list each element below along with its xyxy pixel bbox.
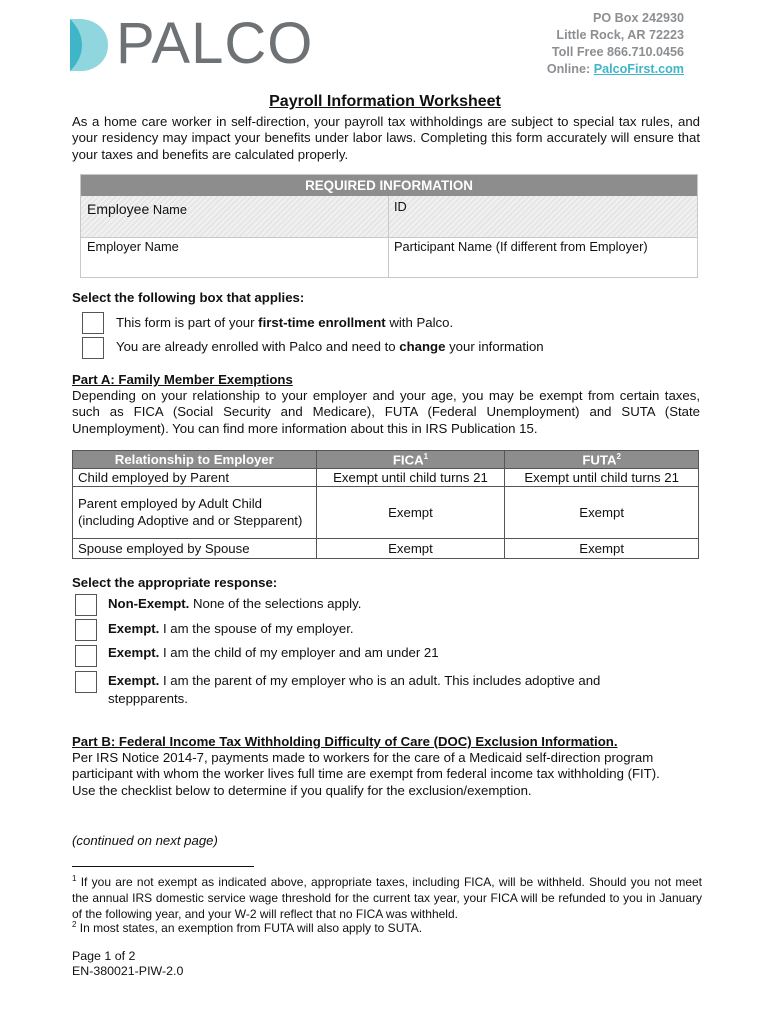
non-exempt-checkbox[interactable] [75,594,97,616]
exempt-spouse-label [108,621,354,636]
opt2-text-c: your information [445,339,544,354]
document-id: EN-380021-PIW-2.0 [72,964,184,978]
employee-label-a: Employee [87,201,150,217]
website-link[interactable]: PalcoFirst.com [593,62,684,76]
resp1-bold: Exempt. [108,621,160,636]
id-field[interactable]: ID [394,199,407,214]
part-a-text: Depending on your relationship to your employer and your age, you may be exempt from certain taxes, such as FICA (Social Security and Medicare), FUTA (Federal Unemployment) and SUTA (State Unemployment). You can find more information about this in IRS Publication 15. [72,388,700,436]
intro-text: As a home care worker in self-direction, your payroll tax withholdings are subject to special tax rules, and your residency may impact your benefits under labor laws. Completing this form accurately will ensure that your taxes and benefits are calculated properly. [72,114,700,162]
fica-footnote-mark: 1 [423,451,429,461]
select-box-heading: Select the following box that applies: [72,290,305,305]
resp3-text: I am the parent of my employer who is an adult. This includes adoptive and steppparents. [108,673,601,706]
opt2-text-b: change [399,339,446,354]
exempt-parent-checkbox[interactable] [75,671,97,693]
table-cell: Exempt [505,539,699,559]
table-cell: Exempt [316,487,505,539]
online-label: Online: [546,62,594,76]
futa-footnote-mark: 2 [616,451,621,461]
opt1-text-a: This form is part of your [116,315,259,330]
employer-name-field[interactable]: Employer Name [87,239,179,254]
first-time-enrollment-label [116,315,453,330]
footnote-1 [72,871,702,923]
first-time-enrollment-checkbox[interactable] [82,312,104,334]
table-cell: Exempt until child turns 21 [505,469,699,487]
table-header-row [73,451,699,469]
exempt-child-label [108,645,439,660]
response-heading: Select the appropriate response: [72,575,278,590]
address-line-2: Little Rock, AR 72223 [556,28,684,42]
address-online [547,61,684,78]
employee-label-b: Name [152,202,187,217]
table-cell: Exempt [316,539,505,559]
required-info-heading: REQUIRED INFORMATION [81,175,697,196]
footnote-2 [72,917,702,936]
resp3-bold: Exempt. [108,673,160,688]
footnote-1-text: If you are not exempt as indicated above, appropriate taxes, including FICA, will be withheld. Should you not meet the annual IRS domestic service wage threshold for the current tax year, your FICA will be refunded to you in January of the following year, and your W-2 will reflect that no FICA was withheld. [72,875,702,922]
company-address [547,10,684,78]
logo-text: PALCO [116,11,314,76]
header-fica [316,451,505,469]
resp0-bold: Non-Exempt. [108,596,190,611]
resp1-text: I am the spouse of my employer. [159,621,354,636]
address-line-1: PO Box 242930 [592,11,684,25]
table-cell: Child employed by Parent [73,469,317,487]
footnote-divider [72,866,254,867]
palco-logo-mark-icon [68,15,112,73]
change-information-label [116,339,544,354]
opt1-text-c: with Palco. [385,315,454,330]
page-title: Payroll Information Worksheet [269,93,501,110]
palco-logo [68,11,314,76]
header-fica-text: FICA [392,452,424,468]
required-information-box [80,174,698,278]
opt1-text-b: first-time enrollment [258,315,386,330]
header-futa [505,451,699,469]
table-row [73,487,699,539]
page-number: Page 1 of 2 [72,949,136,963]
address-line-3: Toll Free 866.710.0456 [551,45,684,59]
exempt-spouse-checkbox[interactable] [75,619,97,641]
required-divider [388,196,389,277]
header-relationship-text: Relationship to Employer [114,452,274,467]
continued-note: (continued on next page) [72,833,218,848]
participant-name-field[interactable]: Participant Name (If different from Employer) [394,239,648,254]
opt2-text-a: You are already enrolled with Palco and need to [116,339,400,354]
exemption-table [72,450,699,559]
table-cell: Exempt [505,487,699,539]
part-b-heading: Part B: Federal Income Tax Withholding Difficulty of Care (DOC) Exclusion Information. [72,734,618,749]
table-cell: Exempt until child turns 21 [316,469,505,487]
resp2-bold: Exempt. [108,645,160,660]
header-futa-text: FUTA [582,452,617,468]
table-cell: Spouse employed by Spouse [73,539,317,559]
footnote-2-mark: 2 [72,920,77,929]
footnote-2-text: In most states, an exemption from FUTA will also apply to SUTA. [76,921,423,935]
resp0-text: None of the selections apply. [189,596,362,611]
exempt-parent-label [108,672,648,708]
table-row [73,469,699,487]
resp2-text: I am the child of my employer and am under 21 [159,645,439,660]
change-information-checkbox[interactable] [82,337,104,359]
non-exempt-label [108,596,361,611]
part-b-text: Per IRS Notice 2014-7, payments made to workers for the care of a Medicaid self-direction program participant with whom the worker lives full time are exempt from federal income tax withholding (FIT). Use the checklist below to determine if you qualify for the exclusion/exemption. [72,750,660,798]
table-row [73,539,699,559]
footnote-1-mark: 1 [72,874,77,883]
part-a-heading: Part A: Family Member Exemptions [72,372,293,387]
employee-name-field[interactable] [87,201,187,217]
header-relationship [73,451,317,469]
table-cell: Parent employed by Adult Child (including Adoptive and or Stepparent) [73,487,317,539]
exempt-child-checkbox[interactable] [75,645,97,667]
